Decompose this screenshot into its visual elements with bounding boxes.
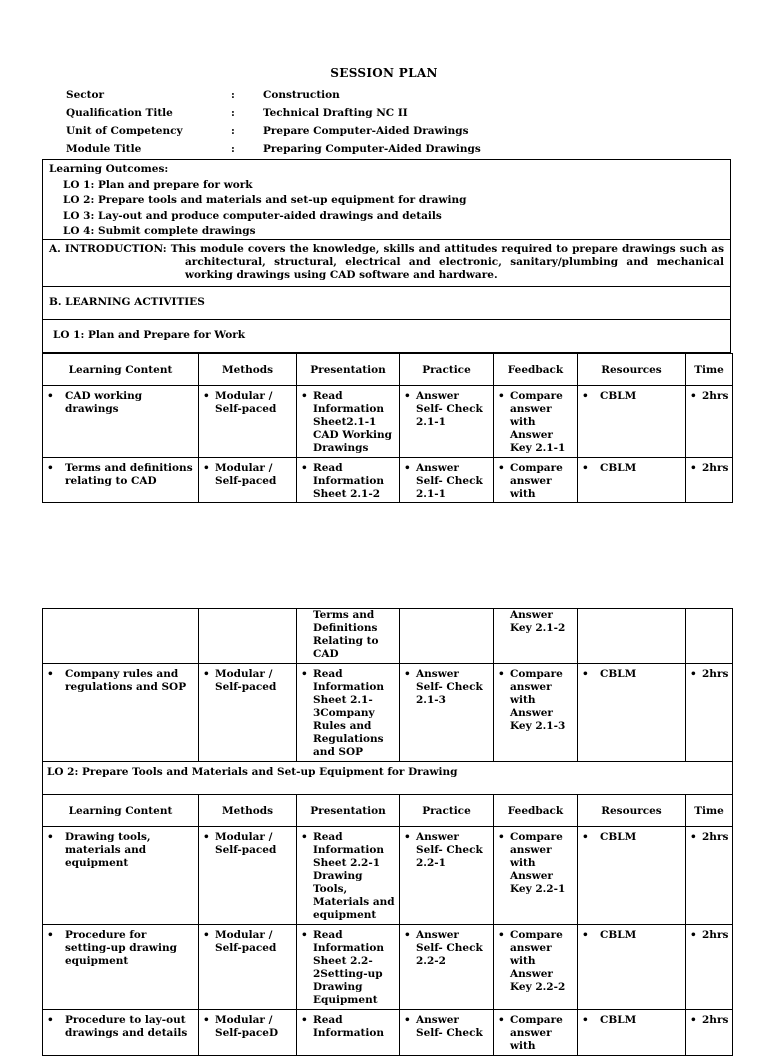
column-header: Practice [400,354,494,386]
column-header: Resources [578,354,686,386]
column-header: Learning Content [43,795,199,827]
feedback-cell: Compare answer with Answer Key 2.1-3 [510,668,566,732]
table-row [43,1010,733,1056]
bullet: • [582,462,589,474]
bullet: • [690,831,697,843]
column-header: Presentation [297,354,400,386]
meta-value: Construction [263,89,340,101]
methods-cell: Modular / Self-paced [215,929,277,954]
bullet: • [301,390,308,402]
meta-value: Technical Drafting NC II [263,107,408,119]
column-header: Methods [199,354,297,386]
bullet: • [582,1014,589,1026]
bullet: • [301,462,308,474]
time-cell: 2hrs [702,390,729,402]
bullet: • [47,1014,54,1026]
bullet: • [203,390,210,402]
learning-content-cell: Terms and definitions relating to CAD [65,462,193,487]
meta-label: Module Title [66,143,142,155]
learning-content-cell: Procedure for setting-up drawing equipment [65,929,177,967]
table-row-continued [43,609,733,664]
bullet: • [203,1014,210,1026]
practice-cell: Answer Self- Check 2.1-1 [416,390,483,428]
meta-label: Qualification Title [66,107,173,119]
practice-cell: Answer Self- Check 2.1-1 [416,462,483,500]
introduction-box [42,240,731,287]
meta-colon: : [231,143,235,155]
learning-content-cell: Procedure to lay-out drawings and details [65,1014,188,1039]
meta-row-qualification [66,104,481,122]
learning-outcome-item: LO 2: Prepare tools and materials and set-up equipment for drawing [63,194,467,206]
table-row [43,386,733,458]
methods-cell: Modular / Self-paced [215,462,277,487]
bullet: • [404,668,411,680]
bullet: • [498,390,505,402]
bullet: • [690,929,697,941]
meta-colon: : [231,89,235,101]
bullet: • [690,668,697,680]
meta-row-sector [66,86,481,104]
bullet: • [203,668,210,680]
bullet: • [498,831,505,843]
time-cell: 2hrs [702,831,729,843]
feedback-cell: Answer Key 2.1-2 [510,609,566,634]
presentation-cell: Read Information [313,1014,384,1039]
bullet: • [690,390,697,402]
bullet: • [47,462,54,474]
meta-row-unit [66,122,481,140]
bullet: • [498,1014,505,1026]
meta-label: Unit of Competency [66,125,183,137]
bullet: • [47,668,54,680]
feedback-cell: Compare answer with Answer Key 2.2-1 [510,831,566,895]
presentation-cell: Terms and Definitions Relating to CAD [313,609,379,660]
table-row [43,458,733,503]
table-row [43,925,733,1010]
activities-table-continued [42,608,733,1056]
learning-content-cell: CAD working drawings [65,390,143,415]
bullet: • [404,929,411,941]
learning-outcomes-box [42,159,731,240]
lo2-heading: LO 2: Prepare Tools and Materials and Set-up Equipment for Drawing [43,762,733,795]
introduction-text: working drawings using CAD software and hardware. [185,269,498,281]
learning-activities-heading: B. LEARNING ACTIVITIES [42,287,731,320]
bullet: • [690,1014,697,1026]
resources-cell: CBLM [600,390,637,402]
bullet: • [404,1014,411,1026]
feedback-cell: Compare answer with Answer Key 2.1-1 [510,390,566,454]
activities-table-lo1 [42,353,733,503]
practice-cell: Answer Self- Check 2.1-3 [416,668,483,706]
resources-cell: CBLM [600,831,637,843]
column-header: Time [686,354,733,386]
resources-cell: CBLM [600,462,637,474]
table-header-row [43,354,733,386]
introduction-text: This module covers the knowledge, skills and attitudes required to prepare drawings such as [170,243,725,255]
document-title: SESSION PLAN [330,66,438,80]
bullet: • [582,668,589,680]
learning-outcomes-heading: Learning Outcomes: [49,163,169,175]
bullet: • [301,929,308,941]
feedback-cell: Compare answer with Answer Key 2.2-2 [510,929,566,993]
bullet: • [203,462,210,474]
bullet: • [582,929,589,941]
bullet: • [498,462,505,474]
lo2-heading-row [43,762,733,795]
bullet: • [301,831,308,843]
table-row [43,827,733,925]
bullet: • [404,462,411,474]
presentation-cell: Read Information Sheet 2.1-3Company Rules and Regulations and SOP [313,668,384,758]
bullet: • [404,390,411,402]
bullet: • [582,831,589,843]
learning-outcome-item: LO 4: Submit complete drawings [63,225,256,237]
bullet: • [498,668,505,680]
time-cell: 2hrs [702,1014,729,1026]
table-header-row [43,795,733,827]
presentation-cell: Read Information Sheet 2.2-1 Drawing Tools, Materials and equipment [313,831,395,921]
lo1-heading: LO 1: Plan and Prepare for Work [42,320,731,353]
table-row [43,664,733,762]
resources-cell: CBLM [600,1014,637,1026]
bullet: • [203,831,210,843]
presentation-cell: Read Information Sheet2.1-1 CAD Working Drawings [313,390,392,454]
introduction-line [49,243,724,256]
meta-value: Prepare Computer-Aided Drawings [263,125,469,137]
meta-value: Preparing Computer-Aided Drawings [263,143,481,155]
bullet: • [690,462,697,474]
practice-cell: Answer Self- Check 2.2-2 [416,929,483,967]
column-header: Learning Content [43,354,199,386]
presentation-cell: Read Information Sheet 2.1-2 [313,462,384,500]
feedback-cell: Compare answer with [510,462,563,500]
column-header: Feedback [494,795,578,827]
resources-cell: CBLM [600,668,637,680]
bullet: • [301,1014,308,1026]
bullet: • [498,929,505,941]
bullet: • [582,390,589,402]
introduction-label: A. INTRODUCTION: [49,243,167,255]
meta-row-module [66,140,481,158]
column-header: Resources [578,795,686,827]
methods-cell: Modular / Self-paced [215,668,277,693]
time-cell: 2hrs [702,668,729,680]
column-header: Feedback [494,354,578,386]
meta-colon: : [231,107,235,119]
time-cell: 2hrs [702,929,729,941]
practice-cell: Answer Self- Check [416,1014,483,1039]
bullet: • [203,929,210,941]
column-header: Presentation [297,795,400,827]
learning-content-cell: Company rules and regulations and SOP [65,668,187,693]
column-header: Methods [199,795,297,827]
meta-label: Sector [66,89,105,101]
column-header: Practice [400,795,494,827]
methods-cell: Modular / Self-paced [215,390,277,415]
bullet: • [47,831,54,843]
bullet: • [47,929,54,941]
presentation-cell: Read Information Sheet 2.2-2Setting-up Drawing Equipment [313,929,384,1006]
meta-colon: : [231,125,235,137]
learning-outcome-item: LO 3: Lay-out and produce computer-aided drawings and details [63,209,442,222]
learning-content-cell: Drawing tools, materials and equipment [65,831,151,869]
column-header: Time [686,795,733,827]
methods-cell: Modular / Self-paceD [215,1014,279,1039]
bullet: • [301,668,308,680]
time-cell: 2hrs [702,462,728,474]
resources-cell: CBLM [600,929,637,941]
bullet: • [47,390,54,402]
feedback-cell: Compare answer with [510,1014,563,1052]
methods-cell: Modular / Self-paced [215,831,277,856]
introduction-text: architectural, structural, electrical and electronic, sanitary/plumbing and mechanical [185,256,724,268]
bullet: • [404,831,411,843]
session-meta [66,86,481,158]
practice-cell: Answer Self- Check 2.2-1 [416,831,483,869]
learning-outcome-item: LO 1: Plan and prepare for work [63,178,253,191]
